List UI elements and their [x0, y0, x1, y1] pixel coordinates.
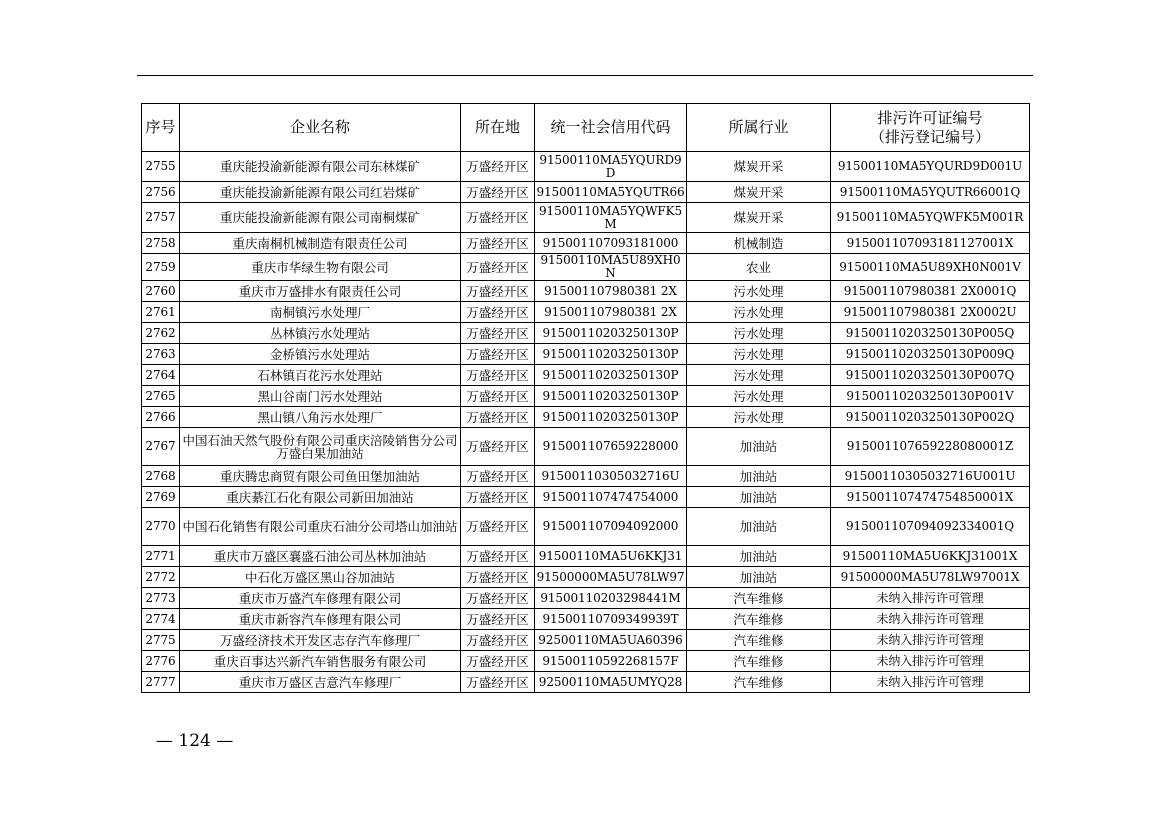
location-cell: 万盛经开区 — [461, 567, 535, 588]
row-number-cell: 2758 — [142, 233, 180, 254]
credit-code-cell: 91500110203250130P — [535, 365, 687, 386]
permit-number-cell: 91500110203250130P005Q — [831, 323, 1030, 344]
row-number-cell: 2757 — [142, 203, 180, 233]
industry-cell: 污水处理 — [687, 344, 831, 365]
permit-number-cell: 915001107094092334001Q — [831, 508, 1030, 546]
location-cell: 万盛经开区 — [461, 428, 535, 466]
industry-cell: 汽车维修 — [687, 672, 831, 693]
enterprise-name-cell: 重庆市万盛区吉意汽车修理厂 — [180, 672, 461, 693]
credit-code-cell: 91500110203250130P — [535, 323, 687, 344]
enterprise-name-cell: 重庆綦江石化有限公司新田加油站 — [180, 487, 461, 508]
location-cell: 万盛经开区 — [461, 672, 535, 693]
permit-number-cell: 915001107474754850001X — [831, 487, 1030, 508]
credit-code-cell: 91500110MA5YQURD9D — [535, 152, 687, 182]
top-rule — [137, 75, 1033, 76]
row-number-cell: 2768 — [142, 466, 180, 487]
credit-code-cell: 915001107980381 2X — [535, 281, 687, 302]
row-number-cell: 2755 — [142, 152, 180, 182]
location-cell: 万盛经开区 — [461, 508, 535, 546]
location-cell: 万盛经开区 — [461, 588, 535, 609]
row-number-cell: 2760 — [142, 281, 180, 302]
industry-cell: 污水处理 — [687, 323, 831, 344]
credit-code-cell: 915001107094092000 — [535, 508, 687, 546]
table-row — [142, 203, 1030, 233]
permit-number-cell: 91500110MA5U89XH0N001V — [831, 254, 1030, 281]
col-header-permit — [831, 104, 1030, 152]
permit-number-cell: 915001107093181127001X — [831, 233, 1030, 254]
credit-code-cell: 915001107474754000 — [535, 487, 687, 508]
location-cell: 万盛经开区 — [461, 344, 535, 365]
table-row — [142, 302, 1030, 323]
industry-cell: 机械制造 — [687, 233, 831, 254]
credit-code-cell: 91500110MA5YQWFK5M — [535, 203, 687, 233]
enterprise-name-cell: 中国石油天然气股份有限公司重庆涪陵销售分公司万盛白果加油站 — [180, 428, 461, 466]
enterprise-name-cell: 万盛经济技术开发区志存汽车修理厂 — [180, 630, 461, 651]
permit-number-cell: 未纳入排污许可管理 — [831, 651, 1030, 672]
row-number-cell: 2773 — [142, 588, 180, 609]
enterprise-name-cell: 重庆市万盛排水有限责任公司 — [180, 281, 461, 302]
permit-number-cell: 未纳入排污许可管理 — [831, 630, 1030, 651]
permit-number-cell: 91500110203250130P001V — [831, 386, 1030, 407]
industry-cell: 煤炭开采 — [687, 152, 831, 182]
credit-code-cell: 92500110MA5UA60396 — [535, 630, 687, 651]
credit-code-cell: 91500000MA5U78LW97 — [535, 567, 687, 588]
enterprise-name-cell: 重庆市万盛汽车修理有限公司 — [180, 588, 461, 609]
industry-cell: 汽车维修 — [687, 630, 831, 651]
location-cell: 万盛经开区 — [461, 182, 535, 203]
permit-number-cell: 91500110203250130P002Q — [831, 407, 1030, 428]
location-cell: 万盛经开区 — [461, 609, 535, 630]
location-cell: 万盛经开区 — [461, 152, 535, 182]
credit-code-cell: 91500110MA5YQUTR66 — [535, 182, 687, 203]
permit-number-cell: 915001107980381 2X0001Q — [831, 281, 1030, 302]
table-row — [142, 386, 1030, 407]
industry-cell: 加油站 — [687, 428, 831, 466]
location-cell: 万盛经开区 — [461, 281, 535, 302]
credit-code-cell: 91500110MA5U6KKJ31 — [535, 546, 687, 567]
col-header-no: 序号 — [142, 104, 180, 152]
location-cell: 万盛经开区 — [461, 487, 535, 508]
credit-code-cell: 915001107980381 2X — [535, 302, 687, 323]
industry-cell: 农业 — [687, 254, 831, 281]
enterprise-name-cell: 重庆市华绿生物有限公司 — [180, 254, 461, 281]
table-row — [142, 281, 1030, 302]
industry-cell: 污水处理 — [687, 281, 831, 302]
location-cell: 万盛经开区 — [461, 323, 535, 344]
table-row — [142, 344, 1030, 365]
enterprise-name-cell: 重庆南桐机械制造有限责任公司 — [180, 233, 461, 254]
col-header-permit-line2: （排污登记编号） — [869, 127, 990, 146]
credit-code-cell: 91500110305032716U — [535, 466, 687, 487]
row-number-cell: 2763 — [142, 344, 180, 365]
permit-number-cell: 91500110MA5YQUTR66001Q — [831, 182, 1030, 203]
row-number-cell: 2772 — [142, 567, 180, 588]
industry-cell: 加油站 — [687, 546, 831, 567]
industry-cell: 污水处理 — [687, 365, 831, 386]
table-row — [142, 672, 1030, 693]
row-number-cell: 2764 — [142, 365, 180, 386]
enterprise-name-cell: 石林镇百花污水处理站 — [180, 365, 461, 386]
row-number-cell: 2769 — [142, 487, 180, 508]
col-header-industry: 所属行业 — [687, 104, 831, 152]
enterprise-name-cell: 黑山谷南门污水处理站 — [180, 386, 461, 407]
permit-number-cell: 91500000MA5U78LW97001X — [831, 567, 1030, 588]
enterprise-table — [141, 103, 1030, 693]
row-number-cell: 2756 — [142, 182, 180, 203]
industry-cell: 煤炭开采 — [687, 203, 831, 233]
page-number: — 124 — — [156, 731, 234, 751]
credit-code-cell: 91500110203250130P — [535, 386, 687, 407]
credit-code-cell: 91500110592268157F — [535, 651, 687, 672]
enterprise-name-cell: 中国石化销售有限公司重庆石油分公司塔山加油站 — [180, 508, 461, 546]
permit-number-cell: 91500110MA5U6KKJ31001X — [831, 546, 1030, 567]
permit-number-cell: 915001107659228080001Z — [831, 428, 1030, 466]
location-cell: 万盛经开区 — [461, 546, 535, 567]
location-cell: 万盛经开区 — [461, 233, 535, 254]
col-header-permit-line1: 排污许可证编号 — [877, 108, 983, 127]
enterprise-name-cell: 黑山镇八角污水处理厂 — [180, 407, 461, 428]
permit-number-cell: 91500110305032716U001U — [831, 466, 1030, 487]
industry-cell: 加油站 — [687, 466, 831, 487]
table-row — [142, 323, 1030, 344]
industry-cell: 加油站 — [687, 567, 831, 588]
row-number-cell: 2777 — [142, 672, 180, 693]
enterprise-name-cell: 重庆市万盛区襄盛石油公司丛林加油站 — [180, 546, 461, 567]
credit-code-cell: 91500110203298441M — [535, 588, 687, 609]
row-number-cell: 2767 — [142, 428, 180, 466]
table-body — [142, 152, 1030, 693]
table-row — [142, 567, 1030, 588]
col-header-credit-code: 统一社会信用代码 — [535, 104, 687, 152]
permit-number-cell: 915001107980381 2X0002U — [831, 302, 1030, 323]
permit-number-cell: 未纳入排污许可管理 — [831, 672, 1030, 693]
location-cell: 万盛经开区 — [461, 407, 535, 428]
table-header-row — [142, 104, 1030, 152]
location-cell: 万盛经开区 — [461, 466, 535, 487]
credit-code-cell: 91500110203250130P — [535, 407, 687, 428]
enterprise-name-cell: 重庆腾忠商贸有限公司鱼田堡加油站 — [180, 466, 461, 487]
table-row — [142, 365, 1030, 386]
location-cell: 万盛经开区 — [461, 365, 535, 386]
permit-number-cell: 91500110203250130P007Q — [831, 365, 1030, 386]
industry-cell: 汽车维修 — [687, 651, 831, 672]
enterprise-name-cell: 重庆市新容汽车修理有限公司 — [180, 609, 461, 630]
credit-code-cell: 915001107659228000 — [535, 428, 687, 466]
permit-number-cell: 91500110MA5YQWFK5M001R — [831, 203, 1030, 233]
enterprise-name-cell: 重庆百事达兴新汽车销售服务有限公司 — [180, 651, 461, 672]
row-number-cell: 2776 — [142, 651, 180, 672]
permit-number-cell: 未纳入排污许可管理 — [831, 588, 1030, 609]
location-cell: 万盛经开区 — [461, 254, 535, 281]
table-row — [142, 630, 1030, 651]
row-number-cell: 2762 — [142, 323, 180, 344]
table-row — [142, 588, 1030, 609]
credit-code-cell: 915001107093181000 — [535, 233, 687, 254]
enterprise-name-cell: 重庆能投渝新能源有限公司红岩煤矿 — [180, 182, 461, 203]
industry-cell: 煤炭开采 — [687, 182, 831, 203]
table-row — [142, 609, 1030, 630]
table-row — [142, 407, 1030, 428]
industry-cell: 加油站 — [687, 508, 831, 546]
row-number-cell: 2774 — [142, 609, 180, 630]
location-cell: 万盛经开区 — [461, 302, 535, 323]
table-row — [142, 254, 1030, 281]
location-cell: 万盛经开区 — [461, 386, 535, 407]
row-number-cell: 2770 — [142, 508, 180, 546]
credit-code-cell: 91500110709349939T — [535, 609, 687, 630]
industry-cell: 汽车维修 — [687, 609, 831, 630]
table-row — [142, 546, 1030, 567]
credit-code-cell: 91500110MA5U89XH0N — [535, 254, 687, 281]
table-row — [142, 508, 1030, 546]
industry-cell: 汽车维修 — [687, 588, 831, 609]
row-number-cell: 2771 — [142, 546, 180, 567]
table-row — [142, 233, 1030, 254]
enterprise-name-cell: 中石化万盛区黑山谷加油站 — [180, 567, 461, 588]
row-number-cell: 2765 — [142, 386, 180, 407]
row-number-cell: 2761 — [142, 302, 180, 323]
permit-number-cell: 未纳入排污许可管理 — [831, 609, 1030, 630]
enterprise-name-cell: 金桥镇污水处理站 — [180, 344, 461, 365]
location-cell: 万盛经开区 — [461, 630, 535, 651]
location-cell: 万盛经开区 — [461, 203, 535, 233]
permit-number-cell: 91500110MA5YQURD9D001U — [831, 152, 1030, 182]
table-row — [142, 182, 1030, 203]
credit-code-cell: 92500110MA5UMYQ28 — [535, 672, 687, 693]
table-row — [142, 651, 1030, 672]
row-number-cell: 2775 — [142, 630, 180, 651]
table-row — [142, 428, 1030, 466]
col-header-name: 企业名称 — [180, 104, 461, 152]
industry-cell: 加油站 — [687, 487, 831, 508]
enterprise-name-cell: 南桐镇污水处理厂 — [180, 302, 461, 323]
industry-cell: 污水处理 — [687, 302, 831, 323]
table-row — [142, 487, 1030, 508]
permit-number-cell: 91500110203250130P009Q — [831, 344, 1030, 365]
enterprise-name-cell: 丛林镇污水处理站 — [180, 323, 461, 344]
row-number-cell: 2759 — [142, 254, 180, 281]
table-row — [142, 466, 1030, 487]
row-number-cell: 2766 — [142, 407, 180, 428]
table-row — [142, 152, 1030, 182]
col-header-location: 所在地 — [461, 104, 535, 152]
industry-cell: 污水处理 — [687, 386, 831, 407]
industry-cell: 污水处理 — [687, 407, 831, 428]
location-cell: 万盛经开区 — [461, 651, 535, 672]
enterprise-name-cell: 重庆能投渝新能源有限公司东林煤矿 — [180, 152, 461, 182]
enterprise-name-cell: 重庆能投渝新能源有限公司南桐煤矿 — [180, 203, 461, 233]
credit-code-cell: 91500110203250130P — [535, 344, 687, 365]
